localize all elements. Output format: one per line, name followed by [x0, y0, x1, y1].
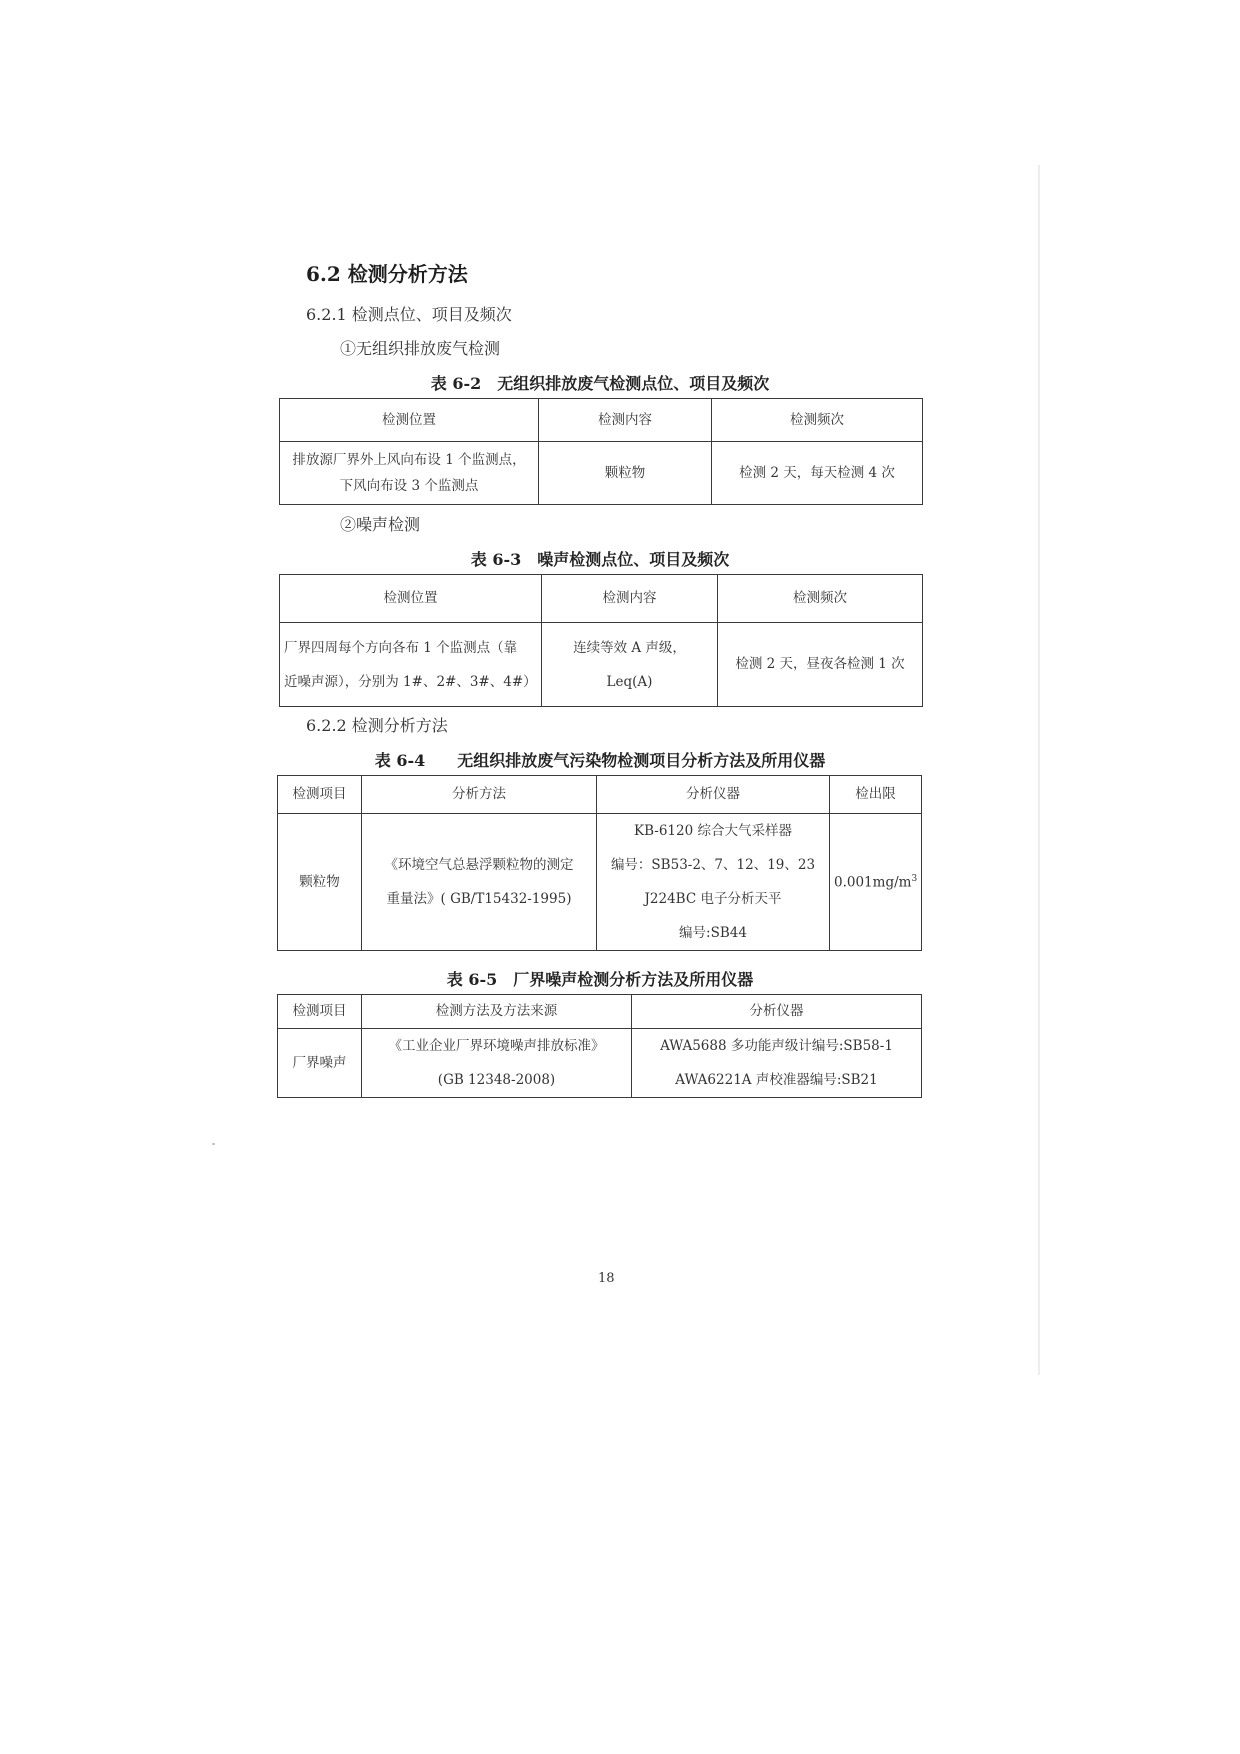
header-cell: 分析仪器 [632, 995, 922, 1029]
cell-line: KB-6120 综合大气采样器 [634, 823, 792, 839]
table-row [278, 1029, 922, 1098]
table-row [278, 814, 922, 951]
content-cell [542, 623, 718, 707]
frequency-cell: 检测 2 天，每天检测 4 次 [712, 442, 923, 505]
subsection-heading-2: 6.2.2 检测分析方法 [306, 716, 448, 735]
header-cell: 检测内容 [539, 399, 712, 442]
table-6-3-caption: 表 6-3 噪声检测点位、项目及频次 [470, 550, 730, 569]
location-cell [280, 623, 542, 707]
table-header-row [280, 575, 923, 623]
item-cell: 厂界噪声 [278, 1029, 362, 1098]
limit-unit-superscript: 3 [911, 873, 918, 884]
cell-line: 连续等效 A 声级， [573, 639, 686, 656]
frequency-cell: 检测 2 天，昼夜各检测 1 次 [718, 623, 923, 707]
cell-line: 下风向布设 3 个监测点 [339, 478, 479, 494]
table-6-5 [277, 994, 922, 1098]
header-cell: 检测项目 [278, 776, 362, 814]
cell-line: AWA5688 多功能声级计编号:SB58-1 [660, 1038, 893, 1054]
table-6-5-caption: 表 6-5 厂界噪声检测分析方法及所用仪器 [446, 970, 754, 989]
list-item-fugitive-gas: ①无组织排放废气检测 [340, 339, 501, 358]
cell-line: 编号:SB44 [679, 925, 747, 941]
header-cell: 检测方法及方法来源 [362, 995, 632, 1029]
cell-line: 编号：SB53-2、7、12、19、23 [610, 857, 816, 873]
table-6-3 [279, 574, 923, 707]
cell-line: 近噪声源），分别为 1#、2#、3#、4#） [284, 673, 537, 690]
limit-value: 0.001mg/m [834, 874, 912, 891]
scan-speck [212, 1143, 215, 1145]
item-cell: 颗粒物 [278, 814, 362, 951]
cell-line: 《环境空气总悬浮颗粒物的测定 [384, 857, 574, 873]
header-cell: 检测位置 [280, 399, 539, 442]
cell-line: J224BC 电子分析天平 [644, 891, 782, 907]
cell-line: (GB 12348-2008) [437, 1072, 556, 1088]
table-row [280, 623, 923, 707]
table-6-4 [277, 775, 922, 951]
header-cell: 检测内容 [542, 575, 718, 623]
header-cell: 检测频次 [718, 575, 923, 623]
header-cell: 分析方法 [362, 776, 597, 814]
list-item-noise: ②噪声检测 [340, 515, 421, 534]
method-cell [362, 814, 597, 951]
header-cell: 检测位置 [280, 575, 542, 623]
limit-cell [830, 814, 922, 951]
table-header-row [278, 995, 922, 1029]
instrument-cell [597, 814, 830, 951]
content-cell: 颗粒物 [539, 442, 712, 505]
cell-line: AWA6221A 声校准器编号:SB21 [675, 1072, 878, 1088]
cell-line: 重量法》( GB/T15432-1995) [386, 891, 572, 907]
header-cell: 检测频次 [712, 399, 923, 442]
location-cell [280, 442, 539, 505]
instrument-cell [632, 1029, 922, 1098]
cell-line: 厂界四周每个方向各布 1 个监测点（靠 [284, 639, 518, 656]
table-6-4-caption: 表 6-4 无组织排放废气污染物检测项目分析方法及所用仪器 [374, 751, 826, 770]
header-cell: 检出限 [830, 776, 922, 814]
table-6-2 [279, 398, 923, 505]
cell-line: 排放源厂界外上风向布设 1 个监测点， [292, 452, 526, 468]
cell-line: 《工业企业厂界环境噪声排放标准》 [388, 1038, 605, 1054]
subsection-heading-1: 6.2.1 检测点位、项目及频次 [306, 305, 512, 324]
header-cell: 检测项目 [278, 995, 362, 1029]
table-header-row [280, 399, 923, 442]
table-header-row [278, 776, 922, 814]
method-cell [362, 1029, 632, 1098]
table-6-2-caption: 表 6-2 无组织排放废气检测点位、项目及频次 [430, 374, 770, 393]
table-row [280, 442, 923, 505]
header-cell: 分析仪器 [597, 776, 830, 814]
section-heading: 6.2 检测分析方法 [306, 262, 468, 286]
cell-line: Leq(A) [606, 673, 653, 690]
page-number: 18 [598, 1271, 615, 1286]
